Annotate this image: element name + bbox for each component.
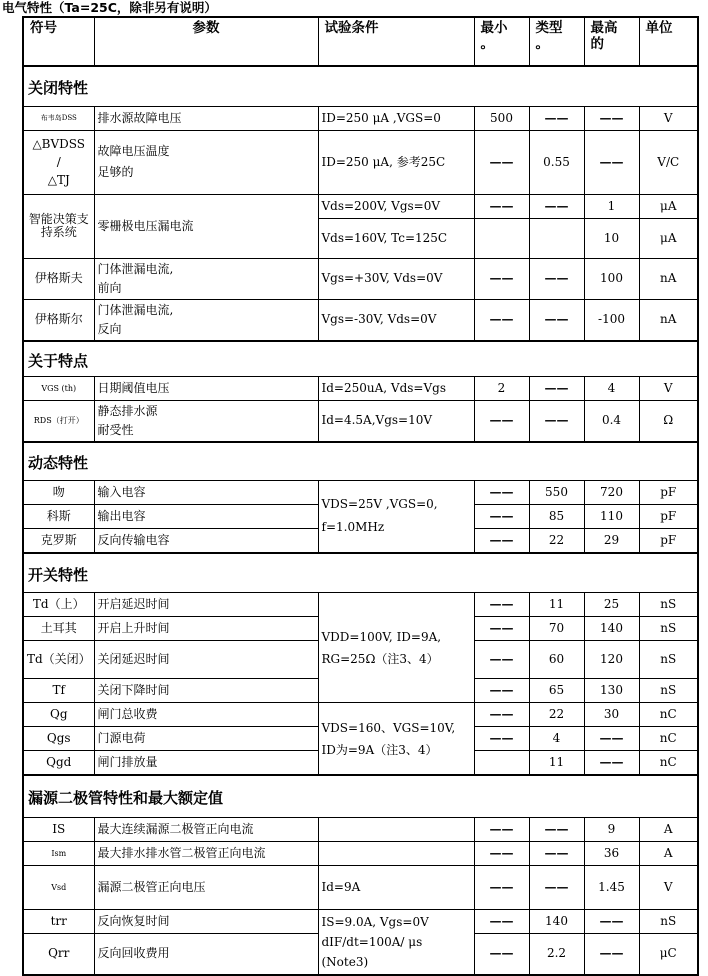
param-cell [94,299,318,341]
condition-cell: Vds=200V, Vgs=0V [318,194,474,218]
min-cell: —— [474,933,529,975]
param-line: 反向 [97,321,122,336]
unit-cell: nS [639,641,698,679]
min-cell: —— [474,703,529,727]
symbol-cell: trr [23,909,94,933]
condition-line: ID为=9A（注3、4） [321,742,438,757]
symbol-cell: Td（上） [23,593,94,617]
typ-cell: —— [529,376,584,400]
header-param: 参数 [94,17,318,66]
typ-cell: 60 [529,641,584,679]
param-cell: 日期阈值电压 [94,376,318,400]
condition-cell [318,593,474,703]
condition-cell [318,841,474,865]
unit-cell: pF [639,528,698,553]
min-cell: —— [474,641,529,679]
param-cell: 门源电荷 [94,727,318,751]
condition-line: dIF/dt=100A/ μs [321,934,423,949]
min-cell: 500 [474,106,529,130]
max-cell: 29 [584,528,639,553]
unit-cell: Ω [639,400,698,442]
max-cell: 10 [584,218,639,258]
symbol-cell: 克罗斯 [23,528,94,553]
symbol-cell: Td（关闭） [23,641,94,679]
symbol-cell: Qrr [23,933,94,975]
symbol-cell: Qg [23,703,94,727]
typ-cell: 70 [529,617,584,641]
section-title: 关于特点 [23,341,698,376]
min-cell: —— [474,679,529,703]
max-cell: 9 [584,817,639,841]
condition-cell [318,909,474,975]
section-dynamic [23,442,698,480]
min-cell: —— [474,865,529,909]
header-max-line2: 的 [590,36,604,52]
table-row [23,865,698,909]
max-cell: 30 [584,703,639,727]
typ-cell: 65 [529,679,584,703]
max-cell: —— [584,933,639,975]
max-cell: 120 [584,641,639,679]
max-cell: —— [584,751,639,776]
document-title: 电气特性（Ta=25C，除非另有说明） [2,0,217,15]
param-cell: 关闭下降时间 [94,679,318,703]
section-diode [23,775,698,817]
unit-cell: μC [639,933,698,975]
max-cell: 110 [584,504,639,528]
unit-cell: V/C [639,130,698,194]
min-cell: —— [474,909,529,933]
param-line: 门体泄漏电流, [97,261,174,276]
typ-cell: 4 [529,727,584,751]
max-cell: 720 [584,480,639,504]
typ-cell: —— [529,841,584,865]
symbol-cell: RDS（打开） [23,400,94,442]
table-row [23,258,698,299]
symbol-cell: 土耳其 [23,617,94,641]
symbol-line: △TJ [47,173,70,187]
typ-cell: —— [529,400,584,442]
symbol-cell: Tf [23,679,94,703]
condition-line: VDD=100V, ID=9A, [321,629,442,644]
symbol-cell: Qgs [23,727,94,751]
typ-cell [529,218,584,258]
max-cell: 1.45 [584,865,639,909]
min-cell: —— [474,528,529,553]
unit-cell: pF [639,504,698,528]
param-line: 故障电压温度 [97,144,170,158]
unit-cell: nC [639,751,698,776]
max-cell: 140 [584,617,639,641]
typ-cell: 11 [529,751,584,776]
condition-cell: Vds=160V, Tc=125C [318,218,474,258]
header-max [584,17,639,66]
min-cell: —— [474,817,529,841]
symbol-cell: 伊格斯夫 [23,258,94,299]
typ-cell: 11 [529,593,584,617]
unit-cell: pF [639,480,698,504]
condition-cell [318,703,474,776]
min-cell: —— [474,727,529,751]
max-cell: —— [584,106,639,130]
min-cell: —— [474,841,529,865]
param-cell: 输入电容 [94,480,318,504]
min-cell: —— [474,480,529,504]
condition-line: f=1.0MHz [321,520,385,534]
param-cell [94,400,318,442]
min-cell: —— [474,617,529,641]
symbol-cell [23,130,94,194]
min-cell [474,218,529,258]
header-unit: 单位 [639,17,698,66]
table-row [23,400,698,442]
section-switching [23,553,698,593]
condition-cell: ID=250 μA, 参考25C [318,130,474,194]
typ-cell: —— [529,194,584,218]
condition-cell: Vgs=+30V, Vds=0V [318,258,474,299]
table-row [23,593,698,617]
param-cell: 反向传输电容 [94,528,318,553]
typ-cell: —— [529,258,584,299]
unit-cell: V [639,106,698,130]
condition-cell [318,817,474,841]
min-cell: —— [474,504,529,528]
max-cell: 100 [584,258,639,299]
unit-cell: A [639,841,698,865]
unit-cell: nS [639,909,698,933]
param-cell: 反向恢复时间 [94,909,318,933]
condition-line: IS=9.0A, Vgs=0V [321,914,429,929]
condition-line: VDS=160、VGS=10V, [321,720,456,735]
max-cell: —— [584,909,639,933]
symbol-cell: IS [23,817,94,841]
table-row [23,376,698,400]
section-title: 动态特性 [23,442,698,480]
min-cell: 2 [474,376,529,400]
unit-cell: μA [639,194,698,218]
max-cell: 4 [584,376,639,400]
unit-cell: nC [639,727,698,751]
condition-cell: Id=4.5A,Vgs=10V [318,400,474,442]
section-title: 关闭特性 [23,66,698,106]
header-min [474,17,529,66]
unit-cell: nA [639,299,698,341]
table-row [23,841,698,865]
section-title: 开关特性 [23,553,698,593]
param-cell: 输出电容 [94,504,318,528]
param-cell: 排水源故障电压 [94,106,318,130]
param-cell: 漏源二极管正向电压 [94,865,318,909]
min-cell: —— [474,593,529,617]
condition-line: VDS=25V ,VGS=0, [321,497,438,511]
max-cell: 36 [584,841,639,865]
max-cell: 1 [584,194,639,218]
table-row [23,909,698,933]
electrical-characteristics-table [22,16,699,976]
section-title: 漏源二极管特性和最大额定值 [23,775,698,817]
min-cell: —— [474,299,529,341]
max-cell: 0.4 [584,400,639,442]
unit-cell: nS [639,679,698,703]
max-cell: —— [584,130,639,194]
min-cell: —— [474,130,529,194]
max-cell: 130 [584,679,639,703]
symbol-cell: Ism [23,841,94,865]
unit-cell: V [639,865,698,909]
typ-cell: —— [529,299,584,341]
typ-cell: 22 [529,703,584,727]
condition-cell: Id=9A [318,865,474,909]
condition-line: RG=25Ω（注3、4） [321,651,439,666]
typ-cell: 550 [529,480,584,504]
unit-cell: nA [639,258,698,299]
condition-cell: ID=250 μA ,VGS=0 [318,106,474,130]
typ-cell: 2.2 [529,933,584,975]
param-cell: 关闭延迟时间 [94,641,318,679]
typ-cell: 140 [529,909,584,933]
condition-line: (Note3) [321,954,369,969]
symbol-line: △BVDSS [32,137,86,151]
table-row [23,480,698,504]
param-cell: 开启延迟时间 [94,593,318,617]
table-row [23,106,698,130]
table-row [23,299,698,341]
param-cell: 闸门排放量 [94,751,318,776]
param-cell: 最大连续漏源二极管正向电流 [94,817,318,841]
condition-cell: Id=250uA, Vds=Vgs [318,376,474,400]
unit-cell: nS [639,617,698,641]
condition-cell: Vgs=-30V, Vds=0V [318,299,474,341]
table-row [23,130,698,194]
param-line: 静态排水源 [97,403,158,418]
header-condition: 试验条件 [318,17,474,66]
header-typ-line2: 。 [535,36,549,52]
section-on [23,341,698,376]
symbol-cell: 布韦岛DSS [23,106,94,130]
max-cell: -100 [584,299,639,341]
max-cell: —— [584,727,639,751]
table-row [23,194,698,218]
header-min-line2: 。 [480,36,494,52]
header-typ [529,17,584,66]
unit-cell: A [639,817,698,841]
symbol-cell: Qgd [23,751,94,776]
symbol-cell: Vsd [23,865,94,909]
table-row [23,817,698,841]
section-off [23,66,698,106]
min-cell: —— [474,194,529,218]
typ-cell: —— [529,817,584,841]
min-cell [474,751,529,776]
max-cell: 25 [584,593,639,617]
symbol-cell: VGS (th) [23,376,94,400]
header-min-line1: 最小 [480,20,508,36]
min-cell: —— [474,258,529,299]
param-line: 门体泄漏电流, [97,302,174,317]
typ-cell: 0.55 [529,130,584,194]
unit-cell: nC [639,703,698,727]
typ-cell: 22 [529,528,584,553]
typ-cell: 85 [529,504,584,528]
typ-cell: —— [529,106,584,130]
symbol-cell: 伊格斯尔 [23,299,94,341]
condition-cell [318,480,474,553]
header-symbol: 符号 [23,17,94,66]
symbol-cell: 智能决策支持系统 [23,194,94,258]
symbol-cell: 吻 [23,480,94,504]
unit-cell: μA [639,218,698,258]
table-row [23,703,698,727]
param-line: 足够的 [97,165,134,179]
symbol-cell: 科斯 [23,504,94,528]
param-cell: 反向回收费用 [94,933,318,975]
header-row [23,17,698,66]
param-line: 前向 [97,280,122,295]
header-max-line1: 最高 [590,20,618,36]
symbol-line: / [56,155,61,169]
param-cell: 闸门总收费 [94,703,318,727]
param-cell: 开启上升时间 [94,617,318,641]
param-cell: 零栅极电压漏电流 [94,194,318,258]
unit-cell: V [639,376,698,400]
header-typ-line1: 类型 [535,20,563,36]
param-cell [94,130,318,194]
param-cell: 最大排水排水管二极管正向电流 [94,841,318,865]
param-cell [94,258,318,299]
typ-cell: —— [529,865,584,909]
unit-cell: nS [639,593,698,617]
min-cell: —— [474,400,529,442]
param-line: 耐受性 [97,422,134,437]
